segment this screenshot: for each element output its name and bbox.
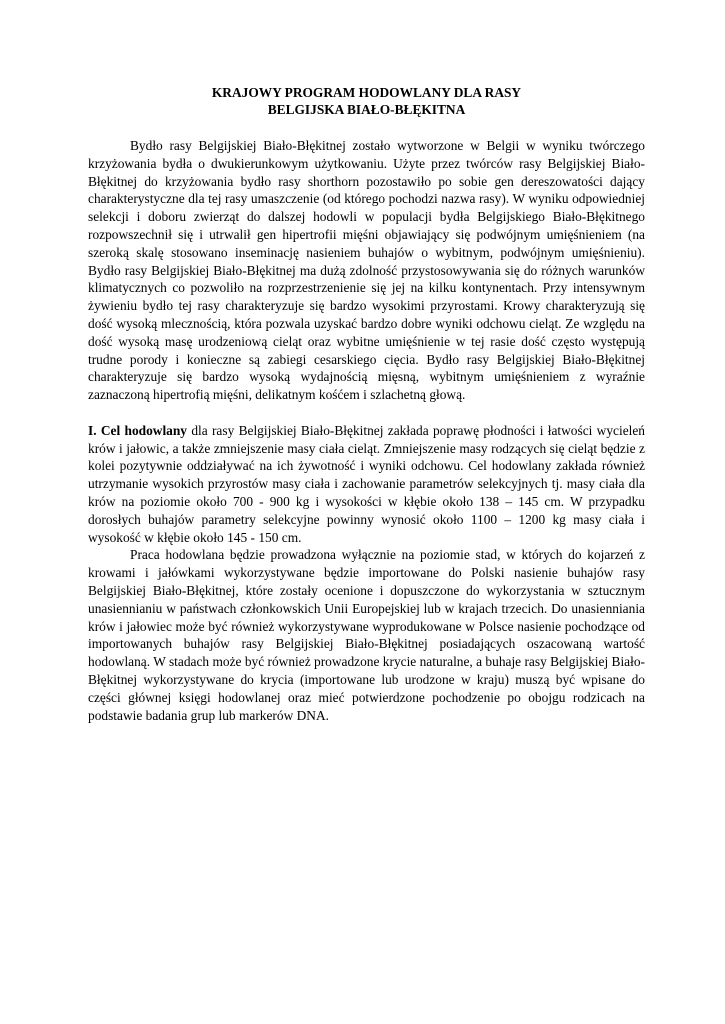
- section-1-heading: I. Cel hodowlany: [88, 422, 188, 438]
- intro-paragraph: Bydło rasy Belgijskiej Biało-Błękitnej zostało wytworzone w Belgii w wyniku twórczego krzyżowania bydła o dwukierunkowym użytkowaniu. Użyte przez twórców rasy Belgijskiej Biało-Błękitnej do krzyżowania bydło rasy shorthorn pozostawiło po sobie gen dereszowatości dający charakterystyczne dla tej rasy umaszczenie (od którego pochodzi nazwa rasy). W wyniku odpowiedniej selekcji i doboru zwierząt do dalszej hodowli w populacji bydła Belgijskiego Biało-Błękitnego rozpowszechnił się i utrwalił gen hipertrofii mięśni objawiający się podwójnym umięśnieniem (na szeroką skalę stosowano inseminację nasieniem buhajów o wybitnym, podwójnym umięśnieniu). Bydło rasy Belgijskiej Biało-Błękitnej ma dużą zdolność przystosowywania się do różnych warunków klimatycznych co pozwoliło na rozprzestrzenienie się jej na kilku kontynentach. Przy intensywnym żywieniu bydło tej rasy charakteryzuje się bardzo wysokimi przyrostami. Krowy charakteryzują się dość wysoką mlecznością, która pozwala uzyskać bardzo dobre wyniki odchowu cieląt. Ze względu na dość wysoką masę urodzeniową cieląt oraz wybitne umięśnienie w tej rasie dość często występują trudne porody i konieczne są zabiegi cesarskiego cięcia. Bydło rasy Belgijskiej Biało-Błękitnej charakteryzuje się bardzo wysoką wydajnością mięsną, wybitnym umięśnieniem z wyraźnie zaznaczoną hipertrofią mięśni, delikatnym kośćem i szlachetną głową.: [88, 138, 645, 403]
- title-line-1: KRAJOWY PROGRAM HODOWLANY DLA RASY: [211, 85, 522, 100]
- document-body: [88, 137, 645, 724]
- section-1-paragraph: [88, 422, 645, 547]
- section-1-text: dla rasy Belgijskiej Biało-Błękitnej zakłada poprawę płodności i łatwości wycieleń krów i jałowic, a także zmniejszenie masy ciała cieląt. Zmniejszenie masy rodzących się cieląt będzie z kolei pozytywnie oddziaływać na ich żywotność i wyniki odchowu. Cel hodowlany zakłada również utrzymanie wysokich przyrostów masy ciała i zachowanie parametrów selekcyjnych tj. masy ciała dla krów na poziomie około 700 - 900 kg i wysokości w kłębie około 138 – 145 cm. W przypadku dorosłych buhajów parametry selekcyjne powinny wynosić około 1100 – 1200 kg masy ciała i wysokość w kłębie około 145 - 150 cm.: [88, 422, 645, 545]
- title-line-2: BELGIJSKA BIAŁO-BŁĘKITNA: [267, 102, 466, 117]
- section-1-paragraph-2: Praca hodowlana będzie prowadzona wyłącznie na poziomie stad, w których do kojarzeń z krowami i jałówkami wykorzystywane będzie importowane do Polski nasienie buhajów rasy Belgijskiej Biało-Błękitnej, które zostały ocenione i dopuszczone do wykorzystania w sztucznym unasiennianiu w państwach członkowskich Unii Europejskiej lub w krajach trzecich. Do unasienniania krów i jałowiec może być również wykorzystywane wyprodukowane w Polsce nasienie pochodzące od importowanych buhajów rasy Belgijskiej Biało-Błękitnej posiadających oszacowaną wartość hodowlaną. W stadach może być również prowadzone krycie naturalne, a buhaje rasy Belgijskiej Biało-Błękitnej wykorzystywane do krycia (importowane lub urodzone w kraju) muszą być wpisane do części głównej księgi hodowlanej oraz mieć potwierdzone pochodzenie po obojgu rodzicach na podstawie badania grup lub markerów DNA.: [88, 547, 645, 723]
- document-title: [88, 84, 645, 118]
